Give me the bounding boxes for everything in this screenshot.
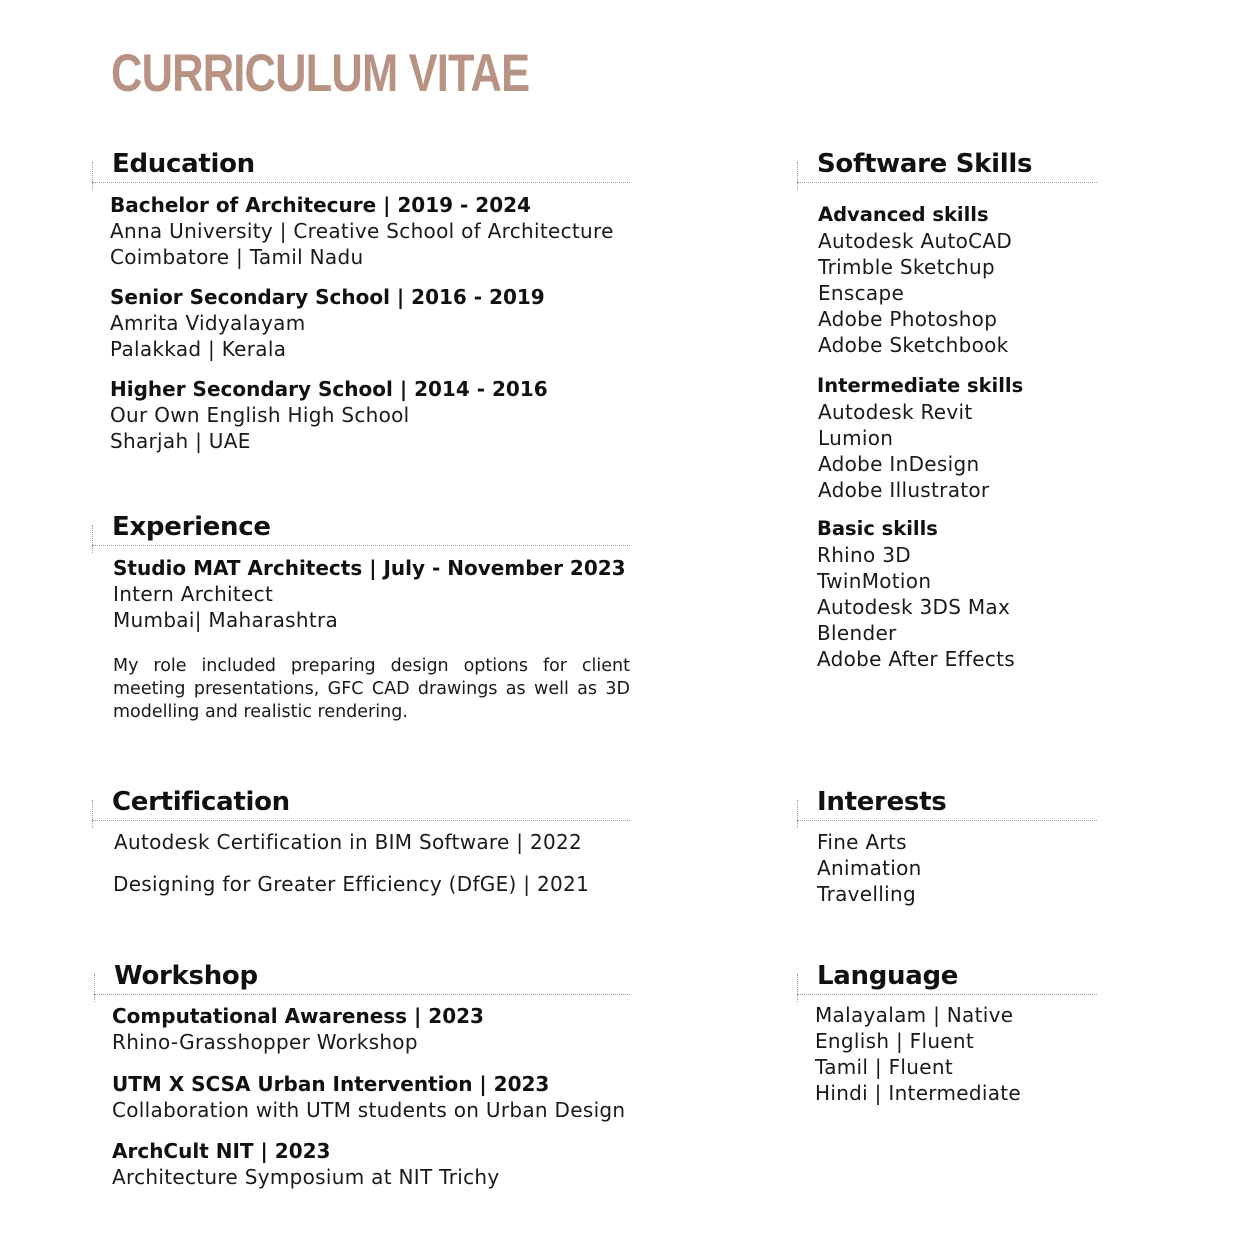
section-tick <box>797 800 798 828</box>
entry-line: Palakkad | Kerala <box>110 337 287 361</box>
skill-item: Adobe Illustrator <box>818 478 990 502</box>
skill-item: Adobe Photoshop <box>818 307 998 331</box>
entry-line: Sharjah | UAE <box>110 429 251 453</box>
experience-description: My role included preparing design options for client meeting presentations, GFC CAD drawings as well as 3D modelling and realistic rendering. <box>113 656 630 722</box>
section-tick <box>797 974 798 1002</box>
entry-line: Our Own English High School <box>110 403 410 427</box>
education-entry <box>110 284 630 362</box>
language-item: Malayalam | Native <box>815 1003 1014 1027</box>
experience-section <box>110 511 630 724</box>
skill-item: Autodesk 3DS Max <box>817 595 1011 619</box>
software-section <box>815 148 1097 672</box>
skill-item: Adobe Sketchbook <box>818 333 1009 357</box>
skill-group-title: Advanced skills <box>818 203 989 226</box>
interests-list <box>815 829 1097 907</box>
skill-group <box>815 516 1097 672</box>
entry-line: Collaboration with UTM students on Urban Design <box>112 1098 626 1122</box>
language-item: Hindi | Intermediate <box>815 1081 1022 1105</box>
entry-line: Intern Architect <box>113 582 274 606</box>
section-rule <box>797 182 1097 183</box>
interest-item: Fine Arts <box>817 830 907 854</box>
experience-entry <box>110 555 630 724</box>
skill-group <box>815 373 1097 503</box>
language-list <box>815 1002 1097 1106</box>
certification-section <box>110 786 630 897</box>
skill-group <box>815 202 1097 358</box>
skill-item: Autodesk AutoCAD <box>818 229 1013 253</box>
section-tick <box>92 800 93 828</box>
software-heading: Software Skills <box>815 148 1097 180</box>
skill-item: Adobe After Effects <box>817 647 1015 671</box>
workshop-section <box>112 960 630 1190</box>
education-entry <box>110 192 630 270</box>
section-rule <box>92 182 630 183</box>
skill-group-title: Basic skills <box>817 517 938 540</box>
entry-line: Mumbai| Maharashtra <box>113 608 339 632</box>
interest-item: Animation <box>817 856 922 880</box>
entry-title: Senior Secondary School | 2016 - 2019 <box>110 285 545 309</box>
section-rule <box>797 820 1097 821</box>
section-tick <box>92 162 93 190</box>
certification-item: Designing for Greater Efficiency (DfGE) | 2021 <box>113 872 590 896</box>
entry-line: Coimbatore | Tamil Nadu <box>110 245 364 269</box>
language-item: Tamil | Fluent <box>815 1055 953 1079</box>
skill-item: TwinMotion <box>817 569 932 593</box>
section-rule <box>797 994 1097 995</box>
entry-line: Architecture Symposium at NIT Trichy <box>112 1165 500 1189</box>
language-section <box>815 960 1097 1106</box>
certification-item: Autodesk Certification in BIM Software | 2022 <box>114 830 583 854</box>
skill-item: Trimble Sketchup <box>818 255 996 279</box>
entry-title: Studio MAT Architects | July - November 2023 <box>113 556 626 580</box>
workshop-entry <box>112 1071 630 1123</box>
entry-line: Rhino-Grasshopper Workshop <box>112 1030 418 1054</box>
entry-title: Computational Awareness | 2023 <box>112 1004 484 1028</box>
interests-heading: Interests <box>815 786 1097 818</box>
interest-item: Travelling <box>817 882 916 906</box>
interests-section <box>815 786 1097 907</box>
section-tick <box>94 974 95 1002</box>
skill-item: Rhino 3D <box>817 543 911 567</box>
section-tick <box>92 525 93 553</box>
section-rule <box>94 994 630 995</box>
entry-line: Anna University | Creative School of Architecture <box>110 219 614 243</box>
entry-title: Bachelor of Architecure | 2019 - 2024 <box>110 193 531 217</box>
experience-heading: Experience <box>110 511 630 543</box>
entry-title: Higher Secondary School | 2014 - 2016 <box>110 377 548 401</box>
education-heading: Education <box>110 148 630 180</box>
entry-title: UTM X SCSA Urban Intervention | 2023 <box>112 1072 550 1096</box>
education-section <box>110 148 630 454</box>
skill-item: Adobe InDesign <box>818 452 980 476</box>
workshop-entry <box>112 1003 630 1055</box>
section-rule <box>92 545 630 546</box>
language-heading: Language <box>815 960 1097 992</box>
page-title: CURRICULUM VITAE <box>111 44 530 103</box>
skill-item: Blender <box>817 621 897 645</box>
section-rule <box>92 820 630 821</box>
workshop-heading: Workshop <box>112 960 630 992</box>
skill-item: Enscape <box>818 281 905 305</box>
skill-item: Lumion <box>818 426 894 450</box>
certification-heading: Certification <box>110 786 630 818</box>
entry-line: Amrita Vidyalayam <box>110 311 306 335</box>
workshop-entry <box>112 1138 630 1190</box>
skill-group-title: Intermediate skills <box>817 374 1024 397</box>
language-item: English | Fluent <box>815 1029 975 1053</box>
skill-item: Autodesk Revit <box>818 400 973 424</box>
entry-title: ArchCult NIT | 2023 <box>112 1139 331 1163</box>
section-tick <box>797 162 798 190</box>
education-entry <box>110 376 630 454</box>
